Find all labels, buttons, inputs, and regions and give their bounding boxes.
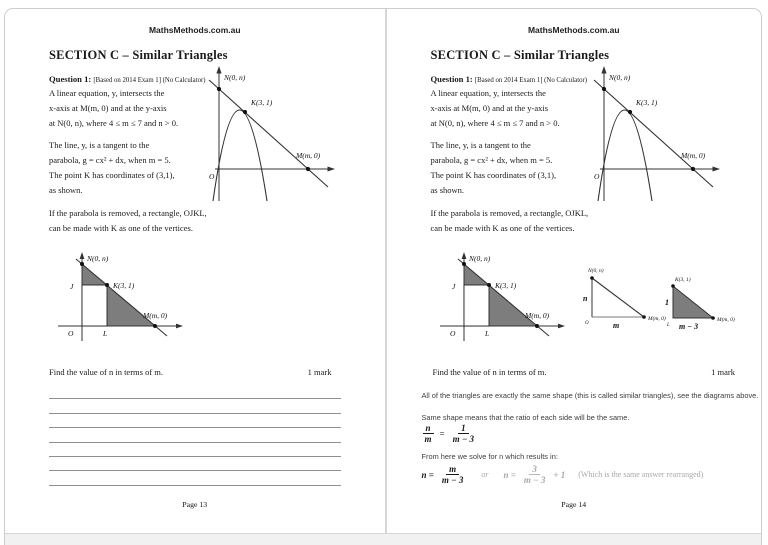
point-k	[243, 110, 247, 114]
x-axis-arrow-icon	[558, 324, 565, 329]
question-text: The line, y, is a tangent to the	[49, 140, 150, 150]
answer-lines	[49, 385, 341, 486]
similar-triangle-large	[582, 264, 670, 332]
alt-lhs: n =	[503, 469, 516, 480]
label-l: L	[103, 329, 108, 338]
point-n	[80, 262, 84, 266]
fraction-n-over-m: $\frac{n}{m}$	[424, 423, 432, 445]
label-m: M(m, 0)	[680, 151, 705, 160]
y-axis-arrow-icon	[80, 252, 85, 259]
label-j: J	[70, 282, 74, 291]
point-m	[306, 167, 310, 171]
answer-line	[49, 443, 341, 457]
question-text: x-axis at M(m, 0) and at the y-axis	[49, 103, 167, 113]
site-header: MathsMethods.com.au	[148, 25, 241, 35]
alt-equation	[503, 464, 565, 486]
label-origin: O	[449, 329, 455, 338]
question-text: If the parabola is removed, a rectangle, OJKL,	[430, 208, 589, 218]
label-m: M(m, 0)	[296, 151, 321, 160]
question-text: A linear equation, y, intersects the	[430, 88, 546, 98]
label-origin: O	[593, 172, 599, 181]
tangent-line	[594, 80, 713, 187]
question-text: The point K has coordinates of (3,1),	[49, 170, 175, 180]
question-label: Question 1:	[49, 74, 92, 84]
x-axis-arrow-icon	[328, 167, 336, 172]
label-side-m: m	[612, 321, 619, 330]
label-origin: O	[68, 329, 74, 338]
answer-line	[49, 399, 341, 413]
site-header: MathsMethods.com.au	[527, 25, 620, 35]
point-m	[535, 324, 539, 328]
rearranged-note: (Which is the same answer rearranged)	[578, 470, 704, 480]
marks-label: 1 mark	[307, 367, 332, 377]
point-m	[711, 316, 715, 320]
question-text: If the parabola is removed, a rectangle, OJKL,	[49, 208, 207, 218]
prompt-row	[433, 367, 736, 377]
tangent-parabola-graph	[192, 63, 342, 203]
point-k	[487, 283, 491, 287]
find-prompt: Find the value of n in terms of m.	[49, 367, 164, 377]
solution-text: All of the triangles are exactly the same shape (this is called similar triangles), see the diagrams above.	[421, 391, 759, 400]
section-title: SECTION C – Similar Triangles	[49, 48, 228, 62]
point-n	[590, 276, 594, 280]
question-text: as shown.	[430, 185, 465, 195]
label-m: M(m, 0)	[716, 317, 735, 323]
solution-text: From here we solve for n which results in:	[421, 452, 558, 461]
label-l: L	[484, 329, 489, 338]
hypotenuse	[592, 278, 644, 317]
point-n	[601, 87, 605, 91]
fraction-m-over-m-3: $\frac{m}{m - 3}$	[441, 464, 464, 486]
solution-text: Same shape means that the ratio of each side will be the same.	[421, 413, 630, 422]
question-text: The line, y, is a tangent to the	[430, 140, 531, 150]
label-m: M(m, 0)	[524, 311, 549, 320]
fraction-1-over-m-3: $\frac{1}{m - 3}$	[452, 423, 475, 445]
answer-line	[49, 471, 341, 485]
question-text: can be made with K as one of the vertices.	[49, 223, 193, 233]
question-text: can be made with K as one of the vertices.	[430, 223, 575, 233]
question-heading	[431, 74, 588, 84]
question-text: A linear equation, y, intersects the	[49, 88, 165, 98]
page-13	[5, 9, 386, 534]
answer-line	[49, 385, 341, 399]
label-n: N(0, n)	[87, 254, 109, 263]
point-n	[462, 262, 466, 266]
page-number: Page 14	[561, 500, 587, 509]
label-side-1: 1	[664, 298, 669, 307]
or-label: or	[481, 470, 489, 480]
answer-line	[49, 414, 341, 428]
label-k: K(3, 1)	[113, 281, 135, 290]
parabola-curve	[598, 110, 652, 201]
question-text: x-axis at M(m, 0) and at the y-axis	[430, 103, 549, 113]
ratio-equation	[422, 423, 478, 445]
point-n	[217, 87, 221, 91]
label-n: N(0, n)	[587, 268, 604, 274]
tangent-line	[209, 80, 328, 187]
question-heading	[49, 74, 206, 84]
label-k: K(3, 1)	[251, 98, 273, 107]
rectangle-ojkl	[464, 285, 489, 326]
result-equation	[422, 464, 704, 486]
point-k	[671, 284, 675, 288]
question-text: parabola, g = cx² + dx, when m = 5.	[430, 155, 553, 165]
label-k: K(3, 1)	[635, 98, 657, 107]
document-viewer	[4, 8, 762, 545]
similar-triangle-small	[664, 273, 746, 335]
question-text: at N(0, n), where 4 ≤ m ≤ 7 and n > 0.	[430, 118, 560, 128]
marks-label: 1 mark	[711, 367, 735, 377]
x-axis-arrow-icon	[712, 167, 720, 172]
question-text: The point K has coordinates of (3,1),	[430, 170, 557, 180]
answer-line	[49, 457, 341, 471]
question-text: at N(0, n), where 4 ≤ m ≤ 7 and n > 0.	[49, 118, 179, 128]
y-axis-arrow-icon	[601, 66, 606, 74]
tangent-parabola-graph	[577, 63, 727, 203]
label-side-m3: m − 3	[678, 322, 698, 331]
point-m	[690, 167, 694, 171]
question-label: Question 1:	[430, 74, 473, 84]
x-axis-arrow-icon	[176, 324, 183, 329]
label-m: M(m, 0)	[647, 316, 666, 322]
question-text: as shown.	[49, 185, 83, 195]
find-prompt: Find the value of n in terms of m.	[432, 367, 547, 377]
point-k	[627, 110, 631, 114]
result-lhs: n =	[421, 469, 434, 480]
equals-sign: =	[439, 428, 445, 439]
point-m	[153, 324, 157, 328]
point-k	[105, 283, 109, 287]
label-k: K(3, 1)	[494, 281, 516, 290]
question-source: [Based on 2014 Exam 1] (No Calculator)	[474, 77, 588, 84]
label-n: N(0, n)	[224, 73, 246, 82]
y-axis-arrow-icon	[216, 66, 221, 74]
label-n: N(0, n)	[608, 73, 630, 82]
rectangle-ojkl	[82, 285, 107, 326]
fraction-3-over-m-3: $\frac{3}{m - 3}$	[523, 464, 546, 486]
page-14	[386, 9, 762, 534]
label-l: L	[666, 323, 670, 328]
label-k: K(3, 1)	[674, 277, 691, 283]
question-source: [Based on 2014 Exam 1] (No Calculator)	[93, 77, 206, 84]
alt-suffix: + 1	[553, 469, 566, 480]
answer-line	[49, 428, 341, 442]
y-axis-arrow-icon	[461, 252, 466, 259]
section-title: SECTION C – Similar Triangles	[430, 48, 610, 62]
shaded-triangle	[673, 286, 713, 318]
label-j: J	[451, 282, 455, 291]
question-text: parabola, g = cx² + dx, when m = 5.	[49, 155, 171, 165]
label-origin: O	[584, 321, 589, 326]
label-m: M(m, 0)	[143, 311, 168, 320]
page-spread	[5, 9, 761, 534]
parabola-curve	[213, 110, 267, 201]
label-n: N(0, n)	[468, 254, 490, 263]
rectangle-diagram	[437, 249, 577, 344]
rectangle-diagram	[55, 249, 195, 344]
label-side-n: n	[582, 294, 587, 303]
label-origin: O	[209, 172, 215, 181]
point-m	[642, 315, 646, 319]
page-number: Page 13	[182, 500, 208, 509]
prompt-row	[49, 367, 332, 377]
